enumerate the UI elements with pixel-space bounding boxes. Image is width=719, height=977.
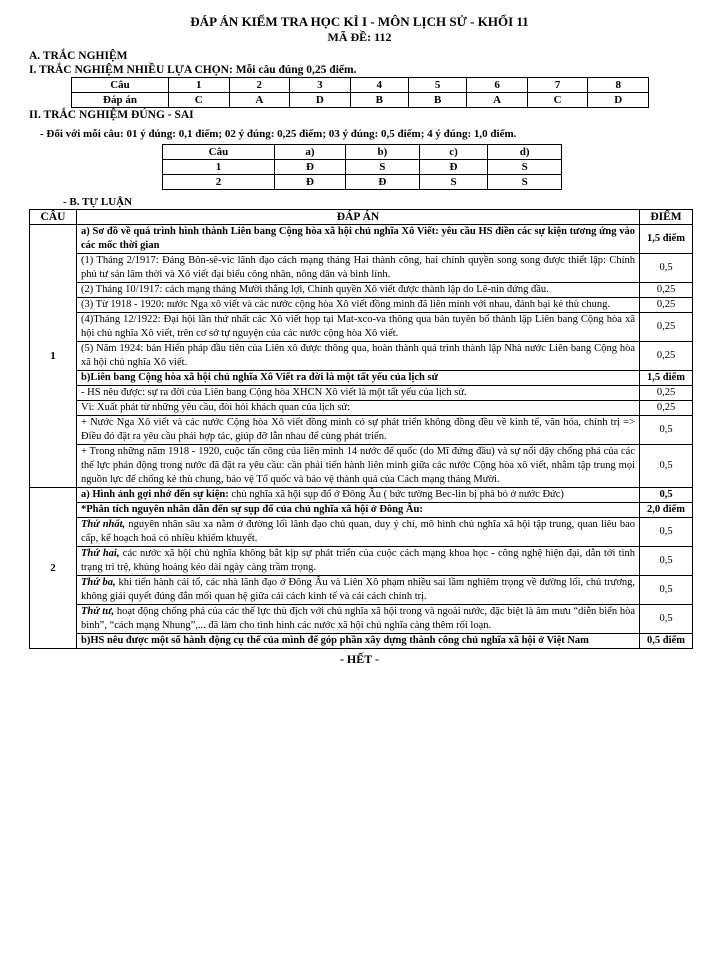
- table-row: [30, 416, 693, 445]
- tf-cell: S: [488, 175, 562, 190]
- score-cell: 0,5: [640, 488, 693, 503]
- question-number-cell: 1: [30, 225, 77, 488]
- part2-heading: II. TRẮC NGHIỆM ĐÚNG - SAI: [29, 109, 194, 121]
- score-cell: 0,25: [640, 298, 693, 313]
- score-cell: 0,5: [640, 605, 693, 634]
- answer-item: (3) Từ 1918 - 1920: nước Nga xô viết và các nước cộng hòa Xô viết đồng minh đã liên minh với nhau, đánh bại kẻ thù chung.: [77, 298, 640, 313]
- score-cell: 0,5: [640, 416, 693, 445]
- q2-a-answer: [77, 488, 640, 503]
- answer-item: + Nước Nga Xô viết và các nước Cộng hòa Xô viết đồng minh có sự phát triển không đồng đều về kinh tế, văn hóa, chính trị => Điều đó đặt ra yêu cầu phải hợp tác, giúp đỡ lẫn nhau để cùng phát triển.: [77, 416, 640, 445]
- answer-row: [72, 93, 649, 108]
- score-cell: 0,5: [640, 576, 693, 605]
- table-row: [30, 386, 693, 401]
- q2-a-text: chủ nghĩa xã hội sụp đổ ở Đông Âu ( bức tường Bec-lin bị phá bỏ ở nước Đức): [228, 489, 564, 500]
- answer-cell: B: [350, 93, 408, 108]
- question-number: 8: [588, 78, 649, 93]
- score-cell: 0,25: [640, 386, 693, 401]
- question-number: 6: [467, 78, 528, 93]
- answer-item: (2) Tháng 10/1917: cách mạng tháng Mười thắng lợi, Chính quyền Xô viết được thành lập do Lê-nin đứng đầu.: [77, 283, 640, 298]
- question-label: Câu: [72, 78, 169, 93]
- table-row: [30, 298, 693, 313]
- reason-lead: Thứ nhất,: [81, 519, 126, 530]
- question-number: 1: [169, 78, 230, 93]
- q2-analysis-title: *Phân tích nguyên nhân dẫn đến sự sụp đổ của chủ nghĩa xã hội ở Đông Âu:: [77, 503, 640, 518]
- tf-cell: Đ: [419, 160, 488, 175]
- table-row: [30, 503, 693, 518]
- answer-item: (4)Tháng 12/1922: Đại hội lần thứ nhất các Xô viết họp tại Mat-xco-va thông qua bản tuyên bố thành lập Liên bang Cộng hòa xã hội chủ nghĩa Xô viết, trên cơ sở tự nguyện của các nước cộng hòa Xô viết.: [77, 313, 640, 342]
- table-row: [30, 518, 693, 547]
- q1-b-title: b)Liên bang Cộng hòa xã hội chủ nghĩa Xô Viết ra đời là một tất yếu của lịch sử: [77, 371, 640, 386]
- question-number: 4: [350, 78, 408, 93]
- table-row: [30, 371, 693, 386]
- col-score-header: ĐIỂM: [640, 210, 693, 225]
- table-row: [30, 313, 693, 342]
- score-cell: 0,5: [640, 547, 693, 576]
- table-row: [30, 488, 693, 503]
- tf-header: d): [488, 145, 562, 160]
- reason-item: [77, 518, 640, 547]
- score-cell: 0,25: [640, 283, 693, 298]
- table-row: [30, 254, 693, 283]
- table-row: [30, 576, 693, 605]
- true-false-table: [162, 144, 562, 190]
- tf-cell: S: [346, 160, 420, 175]
- answer-item: (5) Năm 1924: bản Hiến pháp đầu tiên của Liên xô được thông qua, hoàn thành quá trình thành lập Nhà nước Liên bang Cộng hòa xã hội chủ nghĩa Xô viết.: [77, 342, 640, 371]
- table-row: [30, 547, 693, 576]
- score-cell: 0,5 điểm: [640, 634, 693, 649]
- answer-cell: D: [290, 93, 351, 108]
- reason-text: khi tiến hành cải tổ, các nhà lãnh đạo ở Đông Âu và Liên Xô phạm nhiều sai lầm nghiêm trọng về đường lối, chủ trương, không giải quyết đúng đắn mối quan hệ giữa cải cách kinh tế và cải cách chính trị.: [81, 577, 635, 602]
- score-cell: 0,25: [640, 401, 693, 416]
- reason-item: [77, 605, 640, 634]
- table-row: [30, 605, 693, 634]
- score-cell: 0,25: [640, 342, 693, 371]
- score-cell: 0,5: [640, 445, 693, 488]
- answer-item: Vì: Xuất phát từ những yêu cầu, đòi hỏi khách quan của lịch sử:: [77, 401, 640, 416]
- score-cell: 1,5 điểm: [640, 371, 693, 386]
- tf-row: [163, 160, 562, 175]
- reason-text: các nước xã hội chủ nghĩa không bắt kịp sự phát triển của cuộc cách mạng khoa học - công nghệ hiện đại, dẫn tới tình trạng trì trệ, khủng hoảng kéo dài ngày càng trầm trọng.: [81, 548, 635, 573]
- section-b-heading: - B. TỰ LUẬN: [63, 196, 133, 208]
- essay-answer-table: [29, 209, 693, 649]
- table-row: [30, 445, 693, 488]
- multiple-choice-table: [71, 77, 649, 108]
- col-answer-header: ĐÁP ÁN: [77, 210, 640, 225]
- question-row: [72, 78, 649, 93]
- answer-label: Đáp án: [72, 93, 169, 108]
- score-cell: 0,5: [640, 254, 693, 283]
- footer-end: - HẾT -: [339, 652, 380, 666]
- reason-text: hoạt động chống phá của các thế lực thù địch với chủ nghĩa xã hội trong và ngoài nước, đặc biệt là âm mưu “diễn biến hòa bình”, “cách mạng Nhung”,... đã làm cho tình hình các nước xã hội chủ nghĩa càng thêm rối loạn.: [81, 606, 635, 631]
- answer-cell: C: [527, 93, 588, 108]
- tf-header: c): [419, 145, 488, 160]
- question-number: 3: [290, 78, 351, 93]
- question-number: 2: [229, 78, 290, 93]
- tf-cell: Đ: [346, 175, 420, 190]
- tf-cell: 2: [163, 175, 275, 190]
- answer-cell: A: [467, 93, 528, 108]
- section-a-heading: A. TRẮC NGHIỆM: [29, 50, 128, 62]
- table-row: [30, 225, 693, 254]
- q1-a-title: a) Sơ đồ về quá trình hình thành Liên bang Cộng hòa xã hội chủ nghĩa Xô Viết: yêu cầu HS điền các sự kiện tương ứng vào các mốc thời gian: [77, 225, 640, 254]
- page-title: ĐÁP ÁN KIỂM TRA HỌC KÌ I - MÔN LỊCH SỬ - KHỐI 11: [190, 14, 529, 29]
- part1-heading: I. TRẮC NGHIỆM NHIỀU LỰA CHỌN: Mỗi câu đúng 0,25 điểm.: [29, 64, 357, 76]
- table-row: [30, 634, 693, 649]
- score-cell: 2,0 điểm: [640, 503, 693, 518]
- col-question-header: CÂU: [30, 210, 77, 225]
- answer-cell: B: [408, 93, 466, 108]
- reason-item: [77, 576, 640, 605]
- exam-code: MÃ ĐỀ: 112: [327, 30, 392, 44]
- score-cell: 0,5: [640, 518, 693, 547]
- reason-item: [77, 547, 640, 576]
- table-row: [30, 401, 693, 416]
- tf-row: [163, 175, 562, 190]
- tf-cell: 1: [163, 160, 275, 175]
- scoring-note: - Đối với mỗi câu: 01 ý đúng: 0,1 điểm; 02 ý đúng: 0,25 điểm; 03 ý đúng: 0,5 điểm; 4 ý đúng: 1,0 điểm.: [40, 128, 517, 140]
- score-cell: 1,5 điểm: [640, 225, 693, 254]
- table-row: [30, 283, 693, 298]
- tf-header: b): [346, 145, 420, 160]
- tf-cell: S: [419, 175, 488, 190]
- table-row: [30, 342, 693, 371]
- answer-cell: D: [588, 93, 649, 108]
- reason-text: nguyên nhân sâu xa nằm ở đường lối lãnh đạo chủ quan, duy ý chí, mô hình chủ nghĩa xã hội tập trung, quan liêu bao cấp, kế hoạch hoá có nhiều khiếm khuyết.: [81, 519, 636, 544]
- q2-a-label: a) Hình ảnh gợi nhớ đến sự kiện:: [81, 489, 229, 500]
- question-number-cell: 2: [30, 488, 77, 649]
- tf-cell: Đ: [274, 175, 345, 190]
- question-number: 7: [527, 78, 588, 93]
- reason-lead: Thứ hai,: [81, 548, 120, 559]
- tf-header-row: [163, 145, 562, 160]
- answer-item: + Trong những năm 1918 - 1920, cuộc tấn công của liên minh 14 nước đế quốc (do Mĩ đứng đầu) và sự nổi dậy chống phá của các thế lực phản động trong nước đã đặt ra yêu cầu: cần phải tiến hành liên minh giữa các nước Cộng hòa xô viết, nhằm tập trung mọi nguồn lực để chống kẻ thù chung, bảo vệ Tổ quốc và bảo vệ thành quả của Cách mạng tháng Mười.: [77, 445, 640, 488]
- tf-cell: Đ: [274, 160, 345, 175]
- answer-cell: A: [229, 93, 290, 108]
- essay-header-row: [30, 210, 693, 225]
- reason-lead: Thứ ba,: [81, 577, 116, 588]
- question-number: 5: [408, 78, 466, 93]
- answer-item: - HS nêu được: sự ra đời của Liên bang Cộng hòa XHCN Xô viết là một tất yếu của lịch sử.: [77, 386, 640, 401]
- answer-cell: C: [169, 93, 230, 108]
- score-cell: 0,25: [640, 313, 693, 342]
- tf-header: Câu: [163, 145, 275, 160]
- q2-b-title: b)HS nêu được một số hành động cụ thể của mình để góp phần xây dựng thành công chủ nghĩa xã hội ở Việt Nam: [77, 634, 640, 649]
- reason-lead: Thứ tư,: [81, 606, 115, 617]
- answer-item: (1) Tháng 2/1917: Đảng Bôn-sê-vic lãnh đạo cách mạng tháng Hai thành công, hai chính quyền song song được thiết lập: Chính phủ tư sản lâm thời và Xô viết đại biểu công nhân, nông dân và binh lính.: [77, 254, 640, 283]
- tf-header: a): [274, 145, 345, 160]
- tf-cell: S: [488, 160, 562, 175]
